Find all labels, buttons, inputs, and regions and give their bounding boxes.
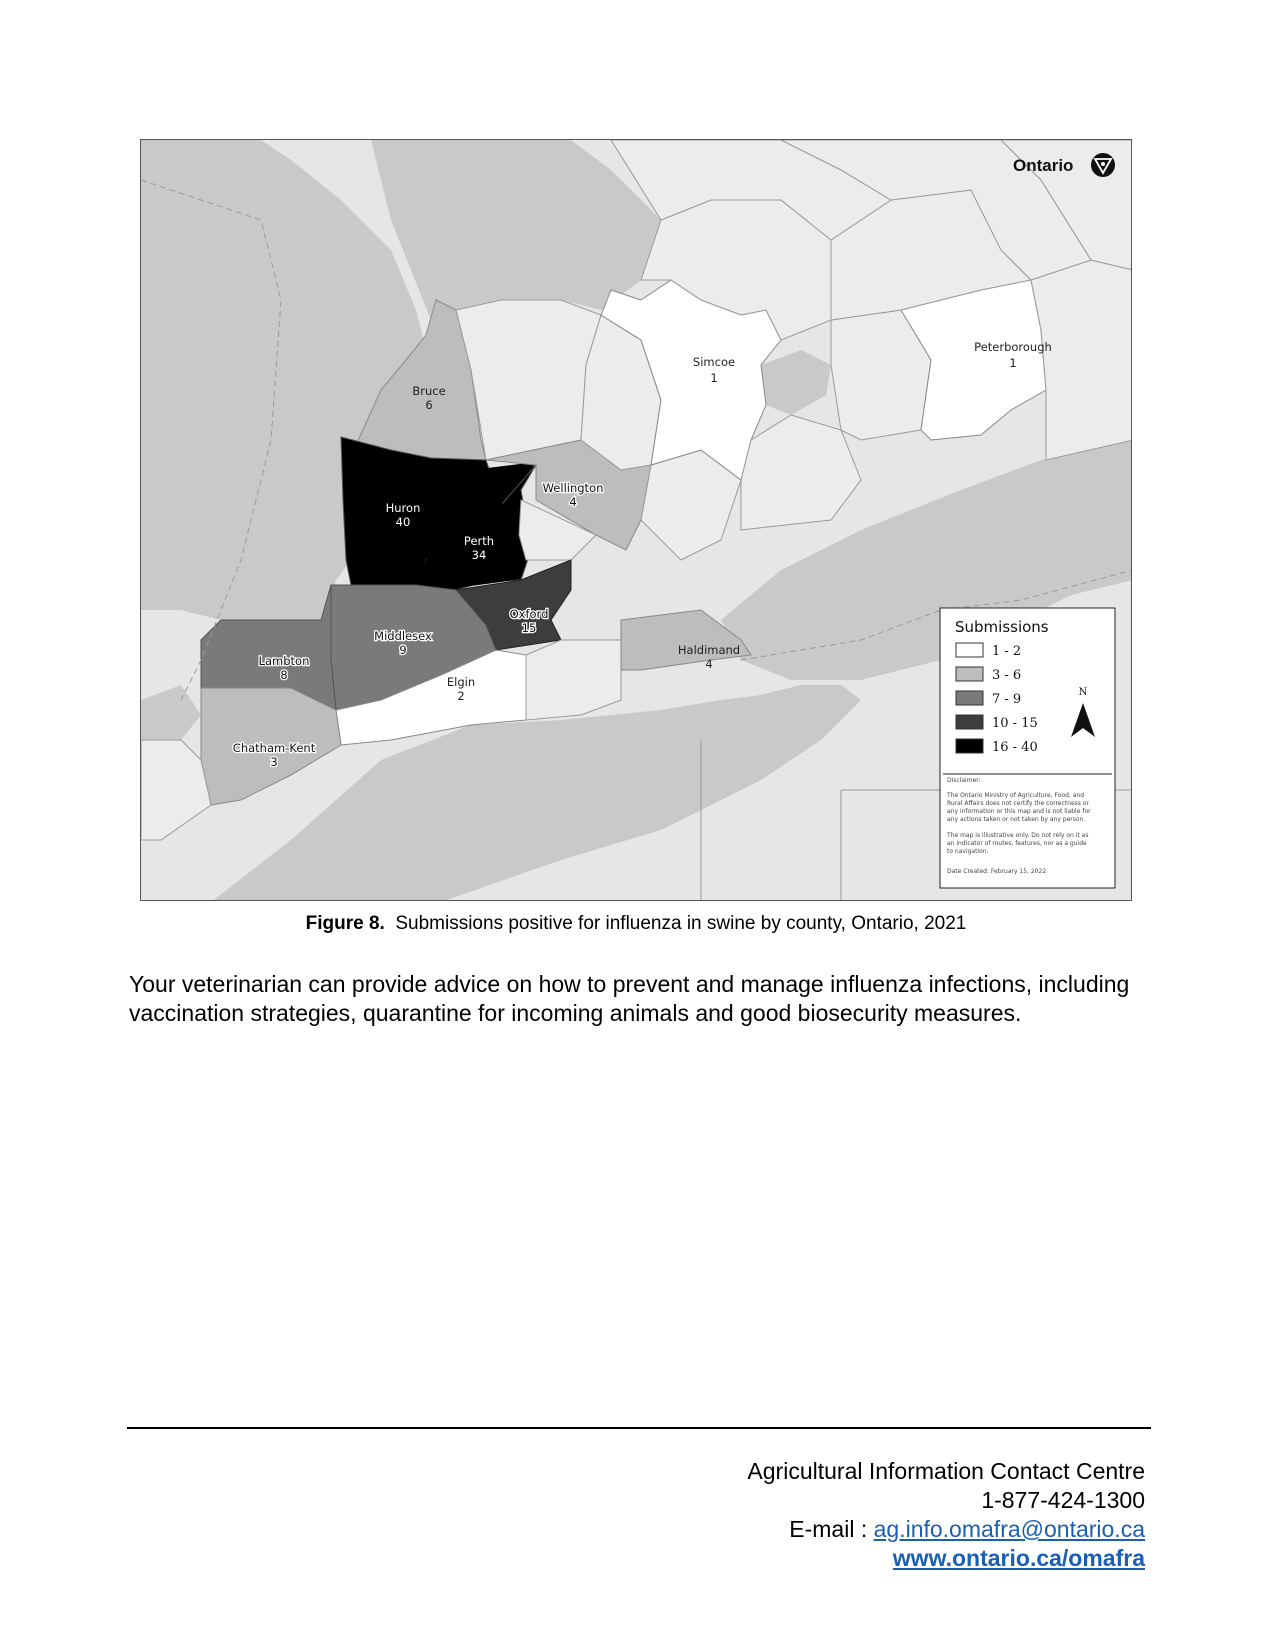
legend <box>940 608 1115 888</box>
disclaimer-line-6: an indicator of routes, features, nor as a guide <box>947 840 1087 847</box>
label-wellington: Wellington 4 <box>542 481 604 509</box>
disclaimer-date: Date Created: February 15, 2022 <box>947 868 1047 875</box>
label-chatham-kent: Chatham-Kent 3 <box>232 741 316 769</box>
label-bruce: Bruce 6 <box>412 384 446 412</box>
label-oxford: Oxford 15 <box>509 607 549 635</box>
district-hastings <box>1031 260 1132 460</box>
legend-label: 1 - 2 <box>992 644 1022 659</box>
disclaimer-heading: Disclaimer: <box>947 777 981 784</box>
footer-website-link[interactable]: www.ontario.ca/omafra <box>892 1545 1145 1571</box>
footer-website-line <box>747 1544 1145 1573</box>
legend-swatch <box>956 667 983 681</box>
north-label: N <box>1078 687 1088 698</box>
label-peterborough: Peterborough 1 <box>974 340 1052 370</box>
label-perth: Perth 34 <box>463 534 495 562</box>
legend-label: 16 - 40 <box>992 740 1038 755</box>
label-simcoe: Simcoe 1 <box>692 355 736 385</box>
legend-swatch <box>956 715 983 729</box>
trillium-icon <box>1091 153 1115 177</box>
figure-caption-text: Submissions positive for influenza in swine by county, Ontario, 2021 <box>395 913 967 934</box>
footer-phone: 1-877-424-1300 <box>981 1487 1145 1513</box>
county-map <box>140 139 1132 901</box>
figure-label: Figure 8. <box>305 913 385 934</box>
disclaimer-line-4: any actions taken or not taken by any person. <box>947 816 1086 823</box>
disclaimer-line-3: any information or this map and is not liable for <box>947 808 1091 815</box>
disclaimer-line-7: to navigation. <box>947 848 989 855</box>
footer-email-line <box>747 1515 1145 1544</box>
ontario-logo <box>1013 153 1115 177</box>
footer-email-label: E-mail : <box>789 1516 874 1542</box>
disclaimer-line-2: Rural Affairs does not certify the correctness or <box>947 800 1089 807</box>
legend-label: 7 - 9 <box>992 692 1022 707</box>
legend-title: Submissions <box>955 618 1049 636</box>
legend-swatch <box>956 643 983 657</box>
label-lambton: Lambton 8 <box>258 654 310 682</box>
footer-contact <box>747 1457 1145 1573</box>
logo-text: Ontario <box>1013 156 1074 175</box>
legend-swatch <box>956 739 983 753</box>
legend-swatch <box>956 691 983 705</box>
footer-email-link[interactable]: ag.info.omafra@ontario.ca <box>873 1516 1145 1542</box>
footer-org: Agricultural Information Contact Centre <box>747 1458 1145 1484</box>
body-paragraph: Your veterinarian can provide advice on how to prevent and manage influenza infections, including vaccination strategies, quarantine for incoming animals and good biosecurity measures. <box>129 971 1130 1026</box>
label-middlesex: Middlesex 9 <box>374 629 432 657</box>
map-svg <box>141 140 1132 901</box>
label-elgin: Elgin 2 <box>446 675 476 703</box>
disclaimer-line-5: The map is illustrative only. Do not rely on it as <box>947 832 1089 839</box>
footer-divider <box>127 1427 1151 1429</box>
disclaimer-line-1: The Ontario Ministry of Agriculture, Food, and <box>947 792 1085 799</box>
label-haldimand: Haldimand 4 <box>677 643 741 671</box>
label-huron: Huron 40 <box>385 501 421 529</box>
figure-caption <box>140 913 1132 935</box>
legend-label: 3 - 6 <box>992 668 1022 683</box>
legend-label: 10 - 15 <box>992 716 1038 731</box>
